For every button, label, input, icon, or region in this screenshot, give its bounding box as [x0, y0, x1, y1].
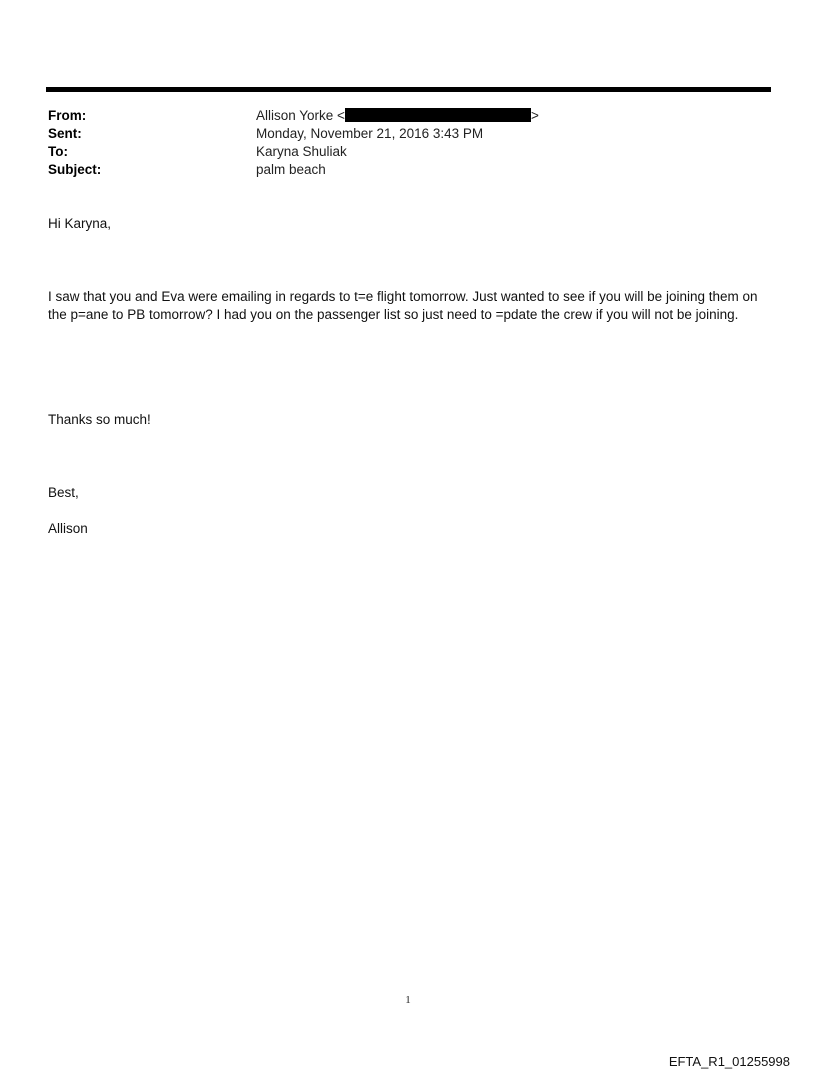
subject-row: [48, 161, 768, 179]
subject-label: Subject:: [48, 162, 102, 177]
sent-value: Monday, November 21, 2016 3:43 PM: [256, 126, 484, 141]
header-rule: [46, 87, 771, 92]
from-label: From:: [48, 108, 87, 123]
email-closing: Best,: [48, 485, 79, 500]
paragraph-line-2: the p=ane to PB tomorrow? I had you on the passenger list so just need to =pdate the crew if you will not be joining.: [48, 307, 739, 322]
paragraph-line-1: I saw that you and Eva were emailing in regards to t=e flight tomorrow. Just wanted to see if you will be joining them on: [48, 289, 758, 304]
email-thanks: Thanks so much!: [48, 412, 151, 427]
from-suffix: >: [530, 108, 539, 123]
to-label: To:: [48, 144, 68, 159]
from-value: [256, 107, 539, 125]
email-header: [48, 107, 768, 179]
to-value: Karyna Shuliak: [256, 144, 347, 159]
document-id: EFTA_R1_01255998: [668, 1054, 790, 1069]
email-signature: Allison: [48, 521, 88, 536]
page-number: 1: [405, 994, 411, 1006]
from-row: [48, 107, 768, 125]
sent-label: Sent:: [48, 126, 82, 141]
email-greeting: Hi Karyna,: [48, 216, 112, 231]
subject-value: palm beach: [256, 162, 326, 177]
sent-row: [48, 125, 768, 143]
to-row: [48, 143, 768, 161]
from-name: Allison Yorke <: [256, 108, 345, 123]
email-paragraph: [48, 288, 778, 324]
redaction-box: [345, 108, 531, 122]
